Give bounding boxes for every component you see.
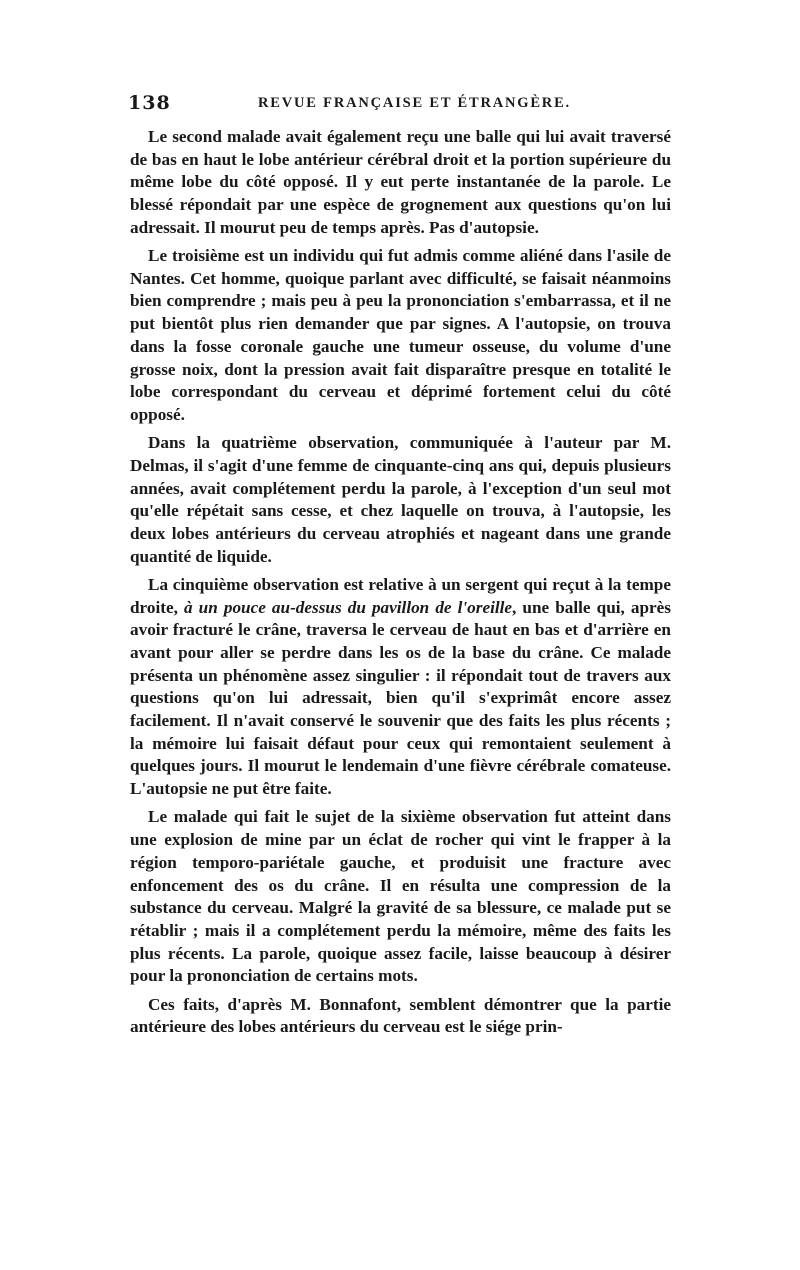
- page-number: 138: [128, 92, 171, 114]
- paragraph-fifth-emphasis: à un pouce au-dessus du pavillon de l'oreille: [183, 597, 513, 617]
- paragraph-fourth-observation: Dans la quatrième observation, communiquée à l'auteur par M. Delmas, il s'agit d'une femme de cinquante-cinq ans qui, depuis plusieurs années, avait complétement perdu la parole, à l'exception d'un seul mot qu'elle répétait sans cesse, et chez laquelle on trouva, à l'autopsie, les deux lobes antérieurs du cerveau atrophiés et nageant dans une grande quantité de liquide.: [130, 433, 671, 566]
- paragraph-second-patient: Le second malade avait également reçu une balle qui lui avait traversé de bas en haut le lobe antérieur cérébral droit et la portion supérieure du même lobe du côté opposé. Il y eut perte instantanée de la parole. Le blessé répondait par une espèce de grognement aux questions qu'on lui adressait. Il mourut peu de temps après. Pas d'autopsie.: [130, 127, 671, 237]
- paragraph-third-patient: Le troisième est un individu qui fut admis comme aliéné dans l'asile de Nantes. Cet homme, quoique parlant avec difficulté, se faisait néanmoins bien comprendre ; mais peu à peu la prononciation s'embarrassa, et il ne put bientôt plus rien demander que par signes. A l'autopsie, on trouva dans la fosse coronale gauche une tumeur osseuse, du volume d'une grosse noix, dont la pression avait fait disparaître presque en totalité le lobe correspondant du cerveau et déprimé fortement celui du côté opposé.: [130, 246, 671, 424]
- running-title: REVUE FRANÇAISE ET ÉTRANGÈRE.: [258, 95, 571, 111]
- paragraph-sixth-observation: Le malade qui fait le sujet de la sixième observation fut atteint dans une explosion de mine par un éclat de rocher qui vint le frapper à la région temporo-pariétale gauche, et produisit une fracture avec enfoncement des os du crâne. Il en résulta une compression de la substance du cerveau. Malgré la gravité de sa blessure, ce malade put se rétablir ; mais il a complétement perdu la mémoire, même des faits les plus récents. La parole, quoique assez facile, laisse beaucoup à désirer pour la prononciation de certains mots.: [130, 807, 671, 986]
- body-text: [130, 126, 671, 1044]
- paragraph-fifth-before: La cinquième observation est relative à un sergent qui reçut à la tempe droite,: [130, 574, 671, 617]
- page-header: [128, 92, 671, 116]
- paragraph-fifth-observation: [130, 574, 671, 801]
- paragraph-conclusion: Ces faits, d'après M. Bonnafont, semblent démontrer que la partie antérieure des lobes antérieurs du cerveau est le siége prin-: [130, 994, 671, 1037]
- paragraph-fifth-after: , une balle qui, après avoir fracturé le crâne, traversa le cerveau de haut en bas et d'arrière en avant pour aller se perdre dans les os de la base du crâne. Ce malade présenta un phénomène assez singulier : il répondait tout de travers aux questions qu'on lui adressait, bien qu'il s'exprimât encore assez facilement. Il n'avait conservé le souvenir que des faits les plus récents ; la mémoire lui faisait défaut pour ceux qui remontaient seulement à quelques jours. Il mourut le lendemain d'une fièvre cérébrale comateuse. L'autopsie ne put être faite.: [130, 597, 671, 799]
